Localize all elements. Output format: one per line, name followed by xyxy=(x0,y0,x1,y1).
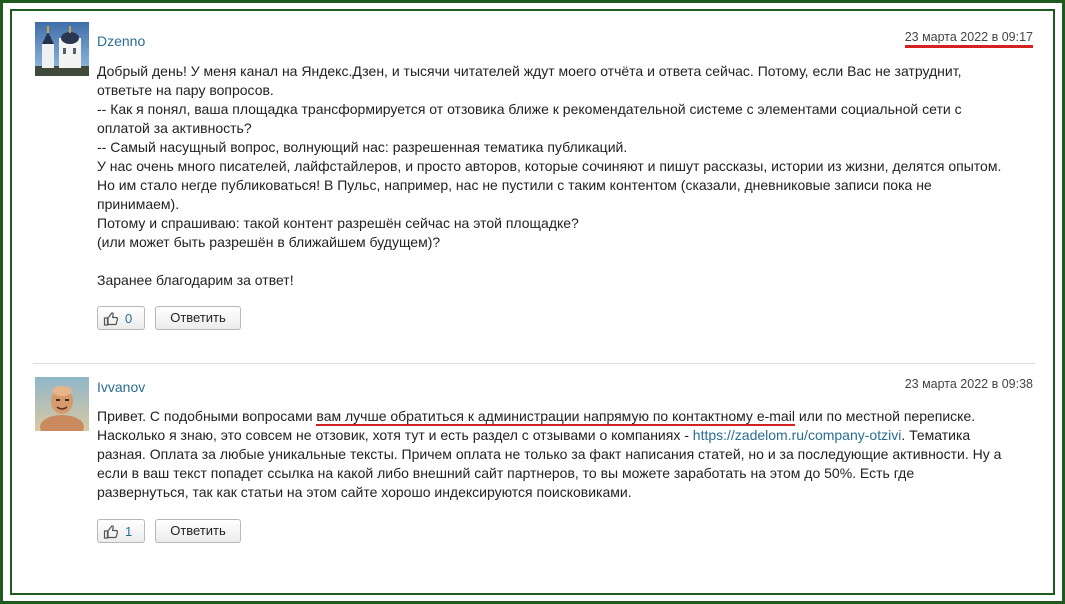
comment-line: -- Самый насущный вопрос, волнующий нас: разрешенная тематика публикаций. xyxy=(97,139,628,155)
comment-line: У нас очень много писателей, лайфстайлеров, и просто авторов, которые сочиняют и пишут рассказы, истории из жизни, делятся опытом. xyxy=(97,158,1002,174)
text-segment: Насколько я знаю, это совсем не отзовик, хотя тут и есть раздел с отзывами о компаниях - xyxy=(97,427,693,443)
comment-line: Но им стало негде публиковаться! В Пульс, например, нас не пустили с таким контентом (сказали, дневниковые записи пока не xyxy=(97,177,932,193)
comment-line: Заранее благодарим за ответ! xyxy=(97,272,294,288)
blank-line xyxy=(97,252,1037,271)
avatar[interactable] xyxy=(35,377,89,431)
reply-button[interactable]: Ответить xyxy=(155,306,241,330)
comment-date[interactable]: 23 марта 2022 в 09:38 xyxy=(904,377,1033,391)
author-name[interactable]: Ivvanov xyxy=(97,379,146,395)
comment-line: развернуться, так как статьи на этом сайте хорошо индексируются поисковиками. xyxy=(97,484,632,500)
comment-body xyxy=(97,62,1037,290)
comment-date[interactable]: 23 марта 2022 в 09:17 xyxy=(905,30,1033,48)
comment-divider xyxy=(33,363,1035,364)
like-button[interactable] xyxy=(97,306,145,330)
highlighted-text: вам лучше обратиться к администрации напрямую по контактному e-mail xyxy=(316,408,795,424)
thumbs-up-icon xyxy=(103,524,119,540)
like-count: 1 xyxy=(125,524,133,539)
like-count: 0 xyxy=(125,311,133,326)
comment-line: ответьте на пару вопросов. xyxy=(97,82,274,98)
comment-line: оплатой за активность? xyxy=(97,120,252,136)
text-segment: или по местной переписке. xyxy=(794,408,976,424)
avatar[interactable] xyxy=(35,22,89,76)
reply-button[interactable]: Ответить xyxy=(155,519,241,543)
like-button[interactable] xyxy=(97,519,145,543)
comment-line: если в ваш текст попадет ссылка на какой либо внешний сайт партнеров, то вы можете заработать на этом до 50%. Есть где xyxy=(97,465,915,481)
thumbs-up-icon xyxy=(103,311,119,327)
company-reviews-link[interactable]: https://zadelom.ru/company-otzivi xyxy=(692,427,902,443)
comment-line xyxy=(97,407,1037,426)
comment-line xyxy=(97,426,1037,445)
text-segment: . Тематика xyxy=(901,427,971,443)
comment-line: Потому и спрашиваю: такой контент разрешён сейчас на этой площадке? xyxy=(97,215,579,231)
comment-line: -- Как я понял, ваша площадка трансформируется от отзовика ближе к рекомендательной системе с элементами социальной сети с xyxy=(97,101,962,117)
comment-line: Добрый день! У меня канал на Яндекс.Дзен, и тысячи читателей ждут моего отчёта и ответа сейчас. Потому, если Вас не затруднит, xyxy=(97,63,962,79)
comment-body xyxy=(97,407,1037,502)
comment-line: принимаем). xyxy=(97,196,180,212)
comment-line: (или может быть разрешён в ближайшем будущем)? xyxy=(97,234,441,250)
author-name[interactable]: Dzenno xyxy=(97,33,146,49)
comment-line: разная. Оплата за любые уникальные тексты. Причем оплата не только за факт написания статей, но и за последующие активности. Ну а xyxy=(97,446,1002,462)
text-segment: Привет. С подобными вопросами xyxy=(97,408,317,424)
